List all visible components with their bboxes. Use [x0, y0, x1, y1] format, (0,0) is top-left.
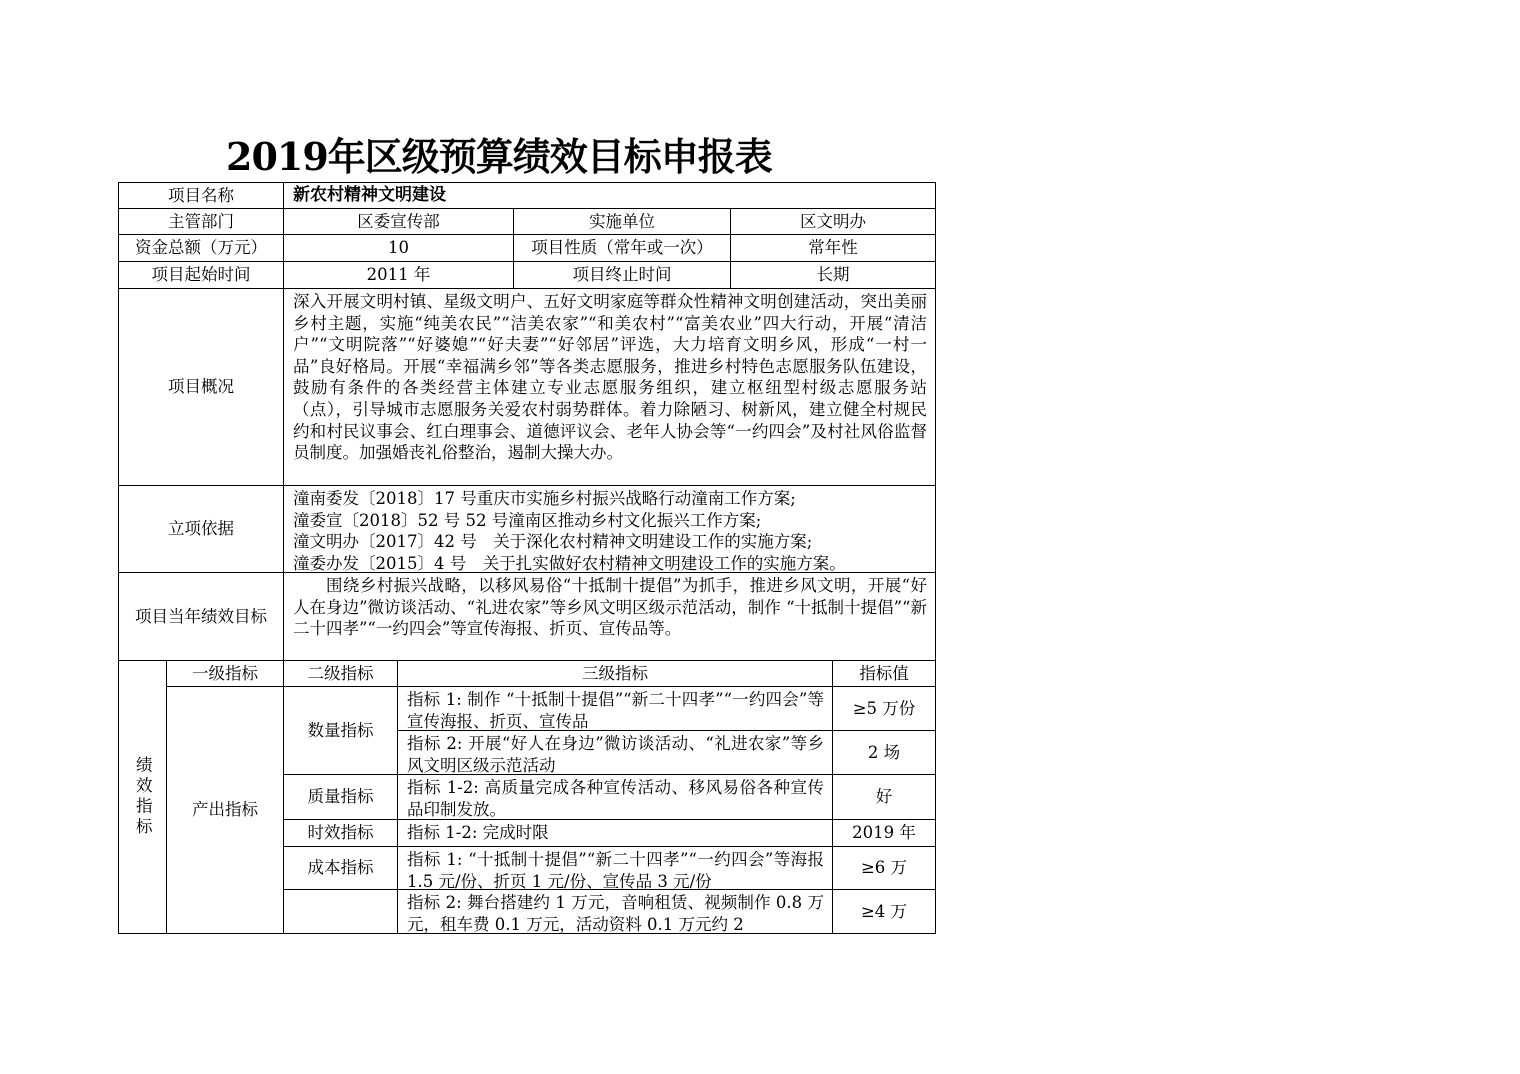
value-dept: 区委宣传部: [283, 208, 514, 235]
label-basis: 立项依据: [118, 485, 284, 573]
label-dept: 主管部门: [118, 208, 284, 235]
kpi-level3-row: 指标 1: “十抵制十提倡”“新二十四孝”“一约四会”等海报 1.5 元/份、折页 1 元/份、宣传品 3 元/份: [397, 846, 833, 890]
value-start-time: 2011 年: [283, 261, 514, 289]
value-annual-goal: 围绕乡村振兴战略，以移风易俗“十抵制十提倡”为抓手，推进乡风文明，开展“好人在身边”微访谈活动、“礼进农家”等乡风文明区级示范活动，制作 “十抵制十提倡”“新二十四孝”“一约四会”等宣传海报、折页、宣传品等。: [283, 572, 936, 661]
basis-line: 潼委宣〔2018〕52 号 52 号潼南区推动乡村文化振兴工作方案;: [293, 510, 762, 530]
kpi-level2-empty: [283, 889, 398, 934]
kpi-value: ≥4 万: [832, 889, 936, 934]
label-impl-unit: 实施单位: [513, 208, 731, 235]
kpi-value: ≥6 万: [832, 846, 936, 890]
page-title: 2019年区级预算绩效目标申报表: [226, 134, 772, 179]
kpi-level3-row: 指标 1-2: 高质量完成各种宣传活动、移风易俗各种宣传品印制发放。: [397, 774, 833, 820]
kpi-level1-output: 产出指标: [166, 686, 284, 934]
value-overview: 深入开展文明村镇、星级文明户、五好文明家庭等群众性精神文明创建活动，突出美丽乡村主题，实施“纯美农民”“洁美农家”“和美农村”“富美农业”四大行动，开展“清洁户”“文明院落”“好婆媳”“好夫妻”“好邻居”评选，大力培育文明乡风，形成“一村一品”良好格局。开展“幸福满乡邻”等各类志愿服务，推进乡村特色志愿服务队伍建设，鼓励有条件的各类经营主体建立专业志愿服务组织，建立枢纽型村级志愿服务站（点），引导城市志愿服务关爱农村弱势群体。着力除陋习、树新风，建立健全村规民约和村民议事会、红白理事会、道德评议会、老年人协会等“一约四会”及村社风俗监督员制度。加强婚丧礼俗整治，遏制大操大办。: [283, 288, 936, 486]
kpi-level3-row: 指标 2: 舞台搭建约 1 万元，音响租赁、视频制作 0.8 万元，租车费 0.1 万元，活动资料 0.1 万元约 2: [397, 889, 833, 934]
label-project-name: 项目名称: [118, 182, 284, 209]
label-overview: 项目概况: [118, 288, 284, 486]
header-level1: 一级指标: [166, 660, 284, 687]
basis-line: 潼委办发〔2015〕4 号 关于扎实做好农村精神文明建设工作的实施方案。: [293, 553, 846, 573]
value-project-name: 新农村精神文明建设: [283, 182, 936, 209]
kpi-value: ≥5 万份: [832, 686, 936, 731]
kpi-level2-timeliness: 时效指标: [283, 819, 398, 847]
label-nature: 项目性质（常年或一次）: [513, 234, 731, 262]
value-basis: [283, 485, 936, 573]
label-start-time: 项目起始时间: [118, 261, 284, 289]
kpi-level2-quality: 质量指标: [283, 774, 398, 820]
kpi-value: 2 场: [832, 730, 936, 775]
value-end-time: 长期: [730, 261, 936, 289]
kpi-value: 2019 年: [832, 819, 936, 847]
header-level2: 二级指标: [283, 660, 398, 687]
value-nature: 常年性: [730, 234, 936, 262]
label-end-time: 项目终止时间: [513, 261, 731, 289]
header-indicator-value: 指标值: [832, 660, 936, 687]
kpi-level3-row: 指标 1: 制作 “十抵制十提倡”“新二十四孝”“一约四会”等宣传海报、折页、宣传品: [397, 686, 833, 731]
label-annual-goal: 项目当年绩效目标: [118, 572, 284, 661]
basis-line: 潼文明办〔2017〕42 号 关于深化农村精神文明建设工作的实施方案;: [293, 532, 813, 552]
value-fund-total: 10: [283, 234, 514, 262]
kpi-value: 好: [832, 774, 936, 820]
kpi-level3-row: 指标 2: 开展“好人在身边”微访谈活动、“礼进农家”等乡风文明区级示范活动: [397, 730, 833, 775]
label-fund-total: 资金总额（万元）: [118, 234, 284, 262]
label-kpi: 绩效指标: [118, 660, 167, 934]
basis-line: 潼南委发〔2018〕17 号重庆市实施乡村振兴战略行动潼南工作方案;: [293, 489, 796, 508]
header-level3: 三级指标: [397, 660, 833, 687]
kpi-level2-quantity: 数量指标: [283, 686, 398, 775]
value-impl-unit: 区文明办: [730, 208, 936, 235]
kpi-level2-cost: 成本指标: [283, 846, 398, 890]
kpi-level3-row: 指标 1-2: 完成时限: [397, 819, 833, 847]
